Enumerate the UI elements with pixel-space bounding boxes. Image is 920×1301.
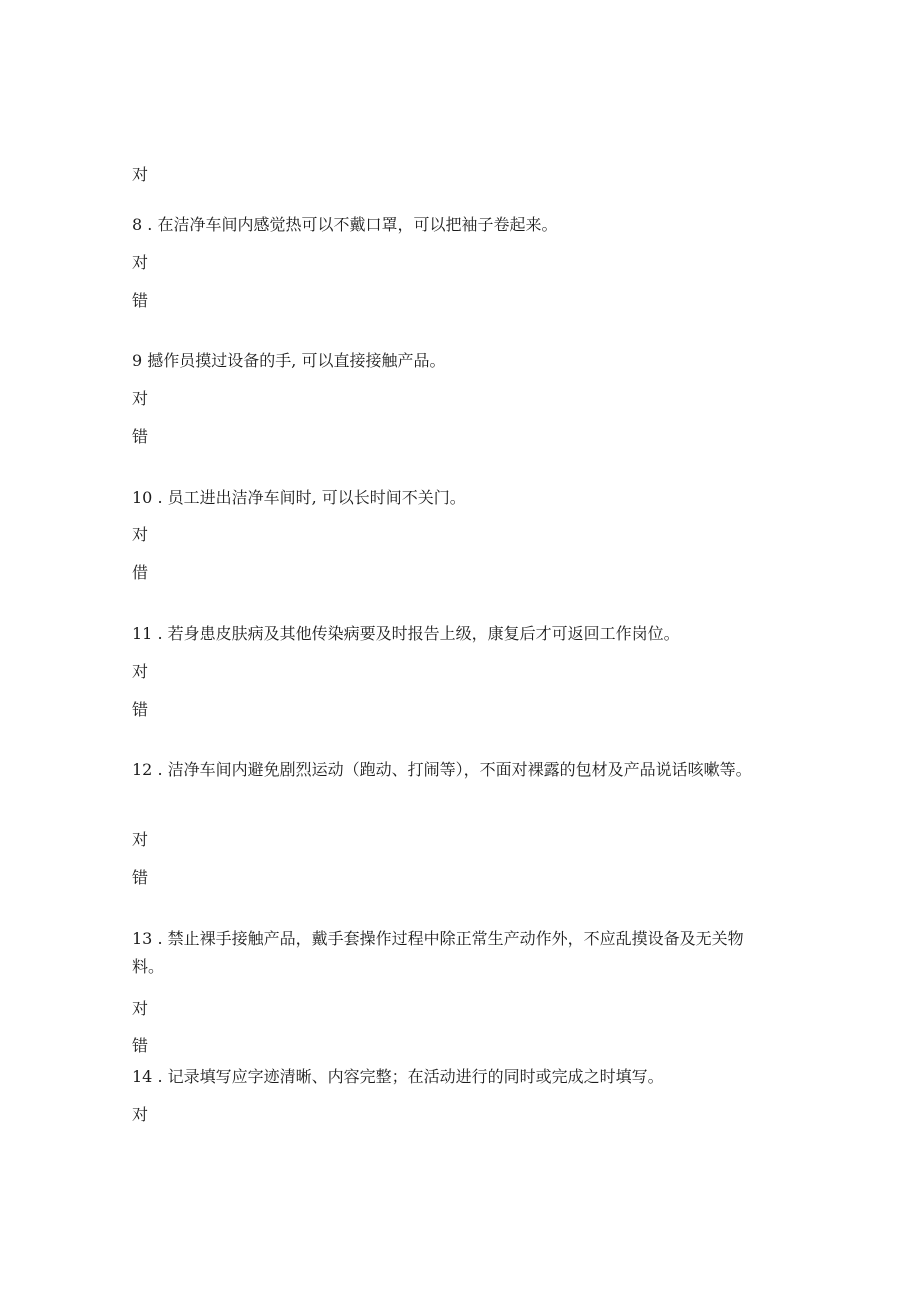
question-14: 14 . 记录填写应字迹清晰、内容完整；在活动进行的同时或完成之时填写。: [132, 1067, 664, 1086]
answer-option-true: 对: [132, 1105, 149, 1124]
answer-option-true: 对: [132, 389, 149, 408]
answer-option-false: 错: [132, 427, 149, 446]
answer-option-false: 错: [132, 1036, 149, 1055]
answer-option-true: 对: [132, 999, 149, 1018]
question-11: 11 . 若身患皮肤病及其他传染病要及时报告上级，康复后才可返回工作岗位。: [132, 624, 680, 643]
answer-option-true: 对: [132, 253, 149, 272]
answer-option-true: 对: [132, 830, 149, 849]
answer-option-true: 对: [132, 525, 149, 544]
question-12: 12 . 洁净车间内避免剧烈运动（跑动、打闹等），不面对裸露的包材及产品说话咳嗽等。: [132, 760, 752, 779]
question-8: 8 . 在洁净车间内感觉热可以不戴口罩，可以把袖子卷起来。: [132, 215, 558, 234]
question-9: 9 撼作员摸过设备的手, 可以直接接触产品。: [132, 351, 446, 370]
question-10: 10 . 员工进出洁净车间时, 可以长时间不关门。: [132, 488, 466, 507]
answer-option-false: 错: [132, 291, 149, 310]
question-13: 13 . 禁止裸手接触产品，戴手套操作过程中除正常生产动作外，不应乱摸设备及无关物料。: [132, 929, 744, 976]
answer-option-true: 对: [132, 662, 149, 681]
answer-option-false: 借: [132, 563, 149, 582]
answer-option-false: 错: [132, 700, 149, 719]
answer-option-true: 对: [132, 165, 149, 184]
answer-option-false: 错: [132, 868, 149, 887]
